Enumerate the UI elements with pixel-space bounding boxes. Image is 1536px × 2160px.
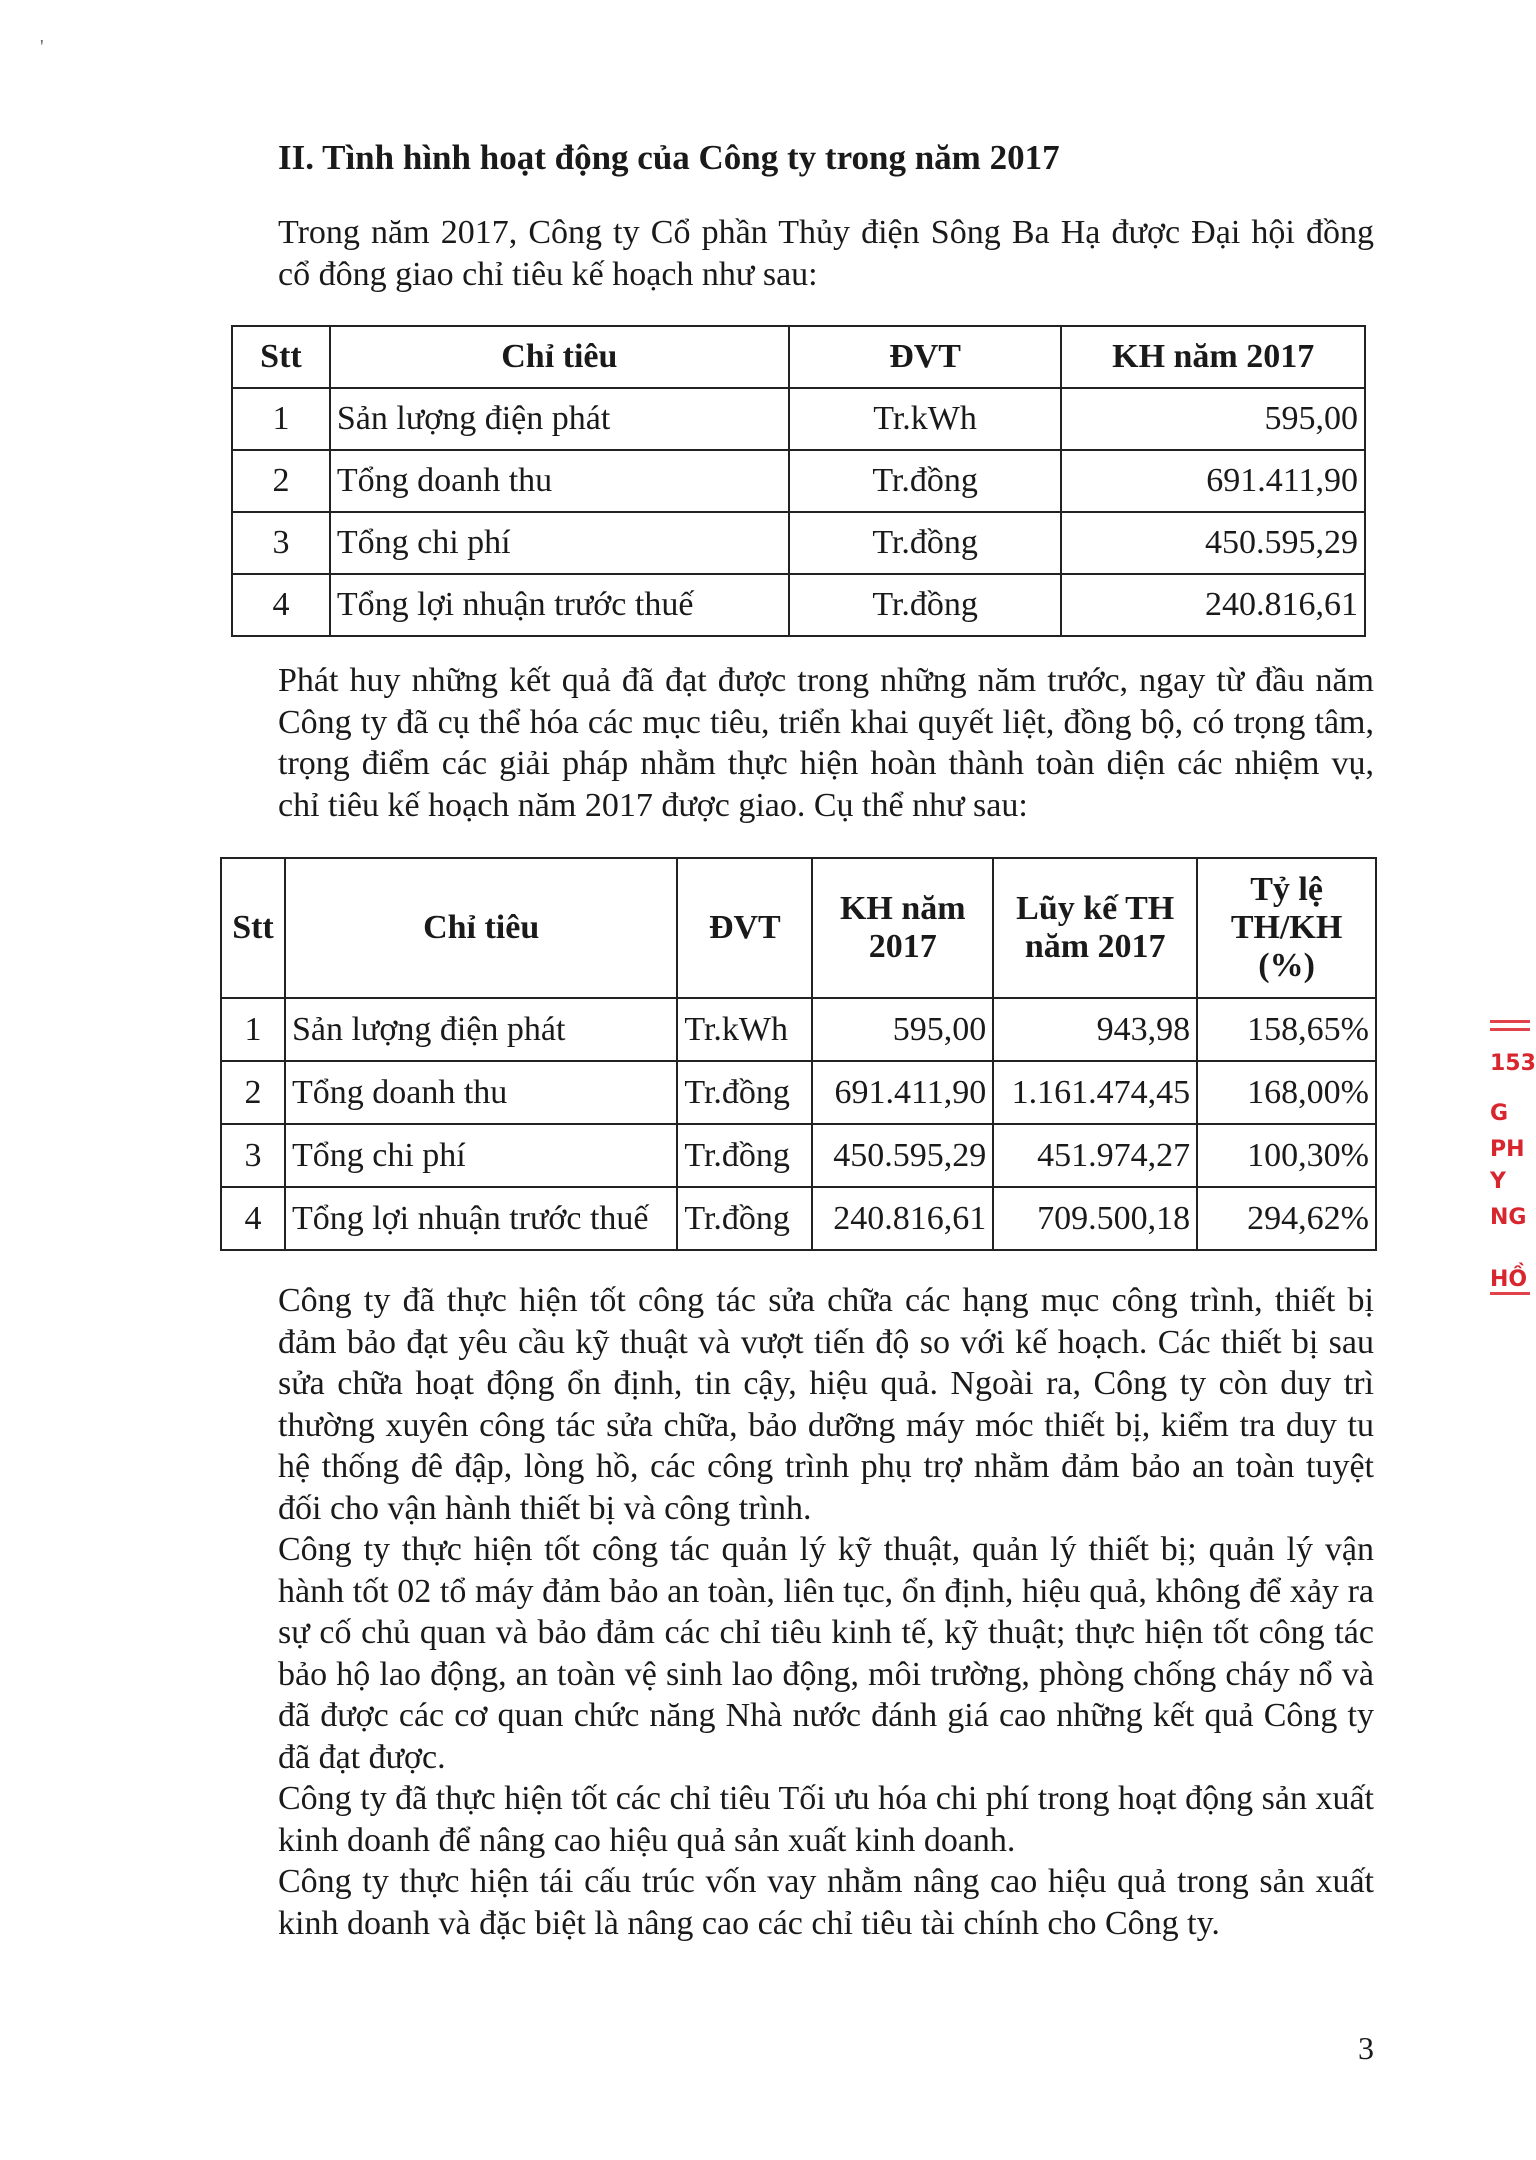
stamp-fragment: G (1490, 1101, 1509, 1126)
plan-header-indicator: Chỉ tiêu (330, 326, 789, 388)
table-row (232, 388, 1365, 450)
plan-table (231, 325, 1366, 637)
plan-header-unit: ĐVT (789, 326, 1062, 388)
cell-plan: 691.411,90 (812, 1061, 993, 1124)
cell-unit: Tr.đồng (789, 512, 1062, 574)
cell-plan: 595,00 (812, 998, 993, 1061)
stamp-fragment: Y (1490, 1169, 1506, 1194)
results-table-header (221, 858, 1376, 998)
cell-stt: 4 (232, 574, 330, 636)
scan-speck: ' (40, 36, 44, 58)
cell-plan: 450.595,29 (1061, 512, 1365, 574)
cell-stt: 2 (232, 450, 330, 512)
body-text (222, 1280, 1374, 1944)
results-header-ratio: Tỷ lệ TH/KH (%) (1197, 858, 1376, 998)
cell-unit: Tr.đồng (677, 1187, 812, 1250)
cell-actual: 709.500,18 (993, 1187, 1197, 1250)
cost-optimization-paragraph: Công ty đã thực hiện tốt các chỉ tiêu Tối ưu hóa chi phí trong hoạt động sản xuất kinh doanh để nâng cao hiệu quả sản xuất kinh doanh. (278, 1780, 1374, 1859)
cell-unit: Tr.kWh (677, 998, 812, 1061)
results-header-stt: Stt (221, 858, 285, 998)
cell-actual: 943,98 (993, 998, 1197, 1061)
stamp-fragment: NG (1490, 1205, 1527, 1230)
technical-management-paragraph: Công ty thực hiện tốt công tác quản lý kỹ thuật, quản lý thiết bị; quản lý vận hành tốt 02 tổ máy đảm bảo an toàn, liên tục, ổn định, hiệu quả, không để xảy ra sự cố chủ quan và bảo đảm các chỉ tiêu kinh tế, kỹ thuật; thực hiện tốt công tác bảo hộ lao động, an toàn vệ sinh lao động, môi trường, phòng chống cháy nổ và đã được các cơ quan chức năng Nhà nước đánh giá cao những kết quả Công ty đã đạt được. (278, 1531, 1374, 1776)
cell-indicator: Tổng lợi nhuận trước thuế (330, 574, 789, 636)
cell-stt: 2 (221, 1061, 285, 1124)
cell-stt: 4 (221, 1187, 285, 1250)
intro-paragraph (222, 212, 1374, 295)
repair-paragraph: Công ty đã thực hiện tốt công tác sửa chữa các hạng mục công trình, thiết bị đảm bảo đạt yêu cầu kỹ thuật và vượt tiến độ so với kế hoạch. Các thiết bị sau sửa chữa hoạt động ổn định, tin cậy, hiệu quả. Ngoài ra, Công ty còn duy trì thường xuyên công tác sửa chữa, bảo dưỡng máy móc thiết bị, kiểm tra duy tu hệ thống đê đập, lòng hồ, các công trình phụ trợ nhằm đảm bảo an toàn tuyệt đối cho vận hành thiết bị và công trình. (278, 1282, 1374, 1527)
intro-text: Trong năm 2017, Công ty Cổ phần Thủy điện Sông Ba Hạ được Đại hội đồng cổ đông giao chỉ tiêu kế hoạch như sau: (278, 214, 1374, 293)
cell-indicator: Sản lượng điện phát (330, 388, 789, 450)
results-intro-paragraph (222, 660, 1374, 826)
table-row (221, 998, 1376, 1061)
loan-restructuring-paragraph: Công ty thực hiện tái cấu trúc vốn vay nhằm nâng cao hiệu quả trong sản xuất kinh doanh và đặc biệt là nâng cao các chỉ tiêu tài chính cho Công ty. (278, 1863, 1374, 1942)
results-table (220, 857, 1377, 1251)
cell-stt: 3 (221, 1124, 285, 1187)
plan-header-plan: KH năm 2017 (1061, 326, 1365, 388)
table-row (221, 1124, 1376, 1187)
cell-actual: 451.974,27 (993, 1124, 1197, 1187)
cell-unit: Tr.đồng (789, 574, 1062, 636)
cell-unit: Tr.đồng (789, 450, 1062, 512)
cell-indicator: Tổng doanh thu (330, 450, 789, 512)
cell-stt: 1 (232, 388, 330, 450)
results-header-plan: KH năm 2017 (812, 858, 993, 998)
red-seal-stamp (1484, 1020, 1536, 1300)
cell-indicator: Tổng chi phí (330, 512, 789, 574)
cell-plan: 691.411,90 (1061, 450, 1365, 512)
cell-indicator: Tổng lợi nhuận trước thuế (285, 1187, 677, 1250)
stamp-fragment: 153 (1490, 1051, 1536, 1076)
stamp-fragment: HỒ (1490, 1267, 1528, 1292)
cell-plan: 240.816,61 (812, 1187, 993, 1250)
cell-stt: 3 (232, 512, 330, 574)
section-heading: II. Tình hình hoạt động của Công ty trong năm 2017 (278, 138, 1060, 177)
cell-stt: 1 (221, 998, 285, 1061)
table-row (221, 1187, 1376, 1250)
cell-unit: Tr.đồng (677, 1124, 812, 1187)
cell-indicator: Tổng doanh thu (285, 1061, 677, 1124)
cell-ratio: 294,62% (1197, 1187, 1376, 1250)
cell-plan: 450.595,29 (812, 1124, 993, 1187)
cell-indicator: Tổng chi phí (285, 1124, 677, 1187)
cell-ratio: 100,30% (1197, 1124, 1376, 1187)
cell-ratio: 168,00% (1197, 1061, 1376, 1124)
cell-indicator: Sản lượng điện phát (285, 998, 677, 1061)
table-row (232, 512, 1365, 574)
results-header-unit: ĐVT (677, 858, 812, 998)
cell-plan: 240.816,61 (1061, 574, 1365, 636)
table-row (221, 1061, 1376, 1124)
page-number: 3 (1358, 2030, 1374, 2066)
plan-header-stt: Stt (232, 326, 330, 388)
cell-actual: 1.161.474,45 (993, 1061, 1197, 1124)
cell-plan: 595,00 (1061, 388, 1365, 450)
table-row (232, 450, 1365, 512)
stamp-fragment: PH (1490, 1137, 1525, 1162)
results-intro-text: Phát huy những kết quả đã đạt được trong những năm trước, ngay từ đầu năm Công ty đã cụ thể hóa các mục tiêu, triển khai quyết liệt, đồng bộ, có trọng tâm, trọng điểm các giải pháp nhằm thực hiện hoàn thành toàn diện các nhiệm vụ, chỉ tiêu kế hoạch năm 2017 được giao. Cụ thể như sau: (278, 662, 1374, 824)
plan-table-header (232, 326, 1365, 388)
table-row (232, 574, 1365, 636)
results-header-actual: Lũy kế TH năm 2017 (993, 858, 1197, 998)
cell-unit: Tr.kWh (789, 388, 1062, 450)
cell-unit: Tr.đồng (677, 1061, 812, 1124)
cell-ratio: 158,65% (1197, 998, 1376, 1061)
results-header-indicator: Chỉ tiêu (285, 858, 677, 998)
